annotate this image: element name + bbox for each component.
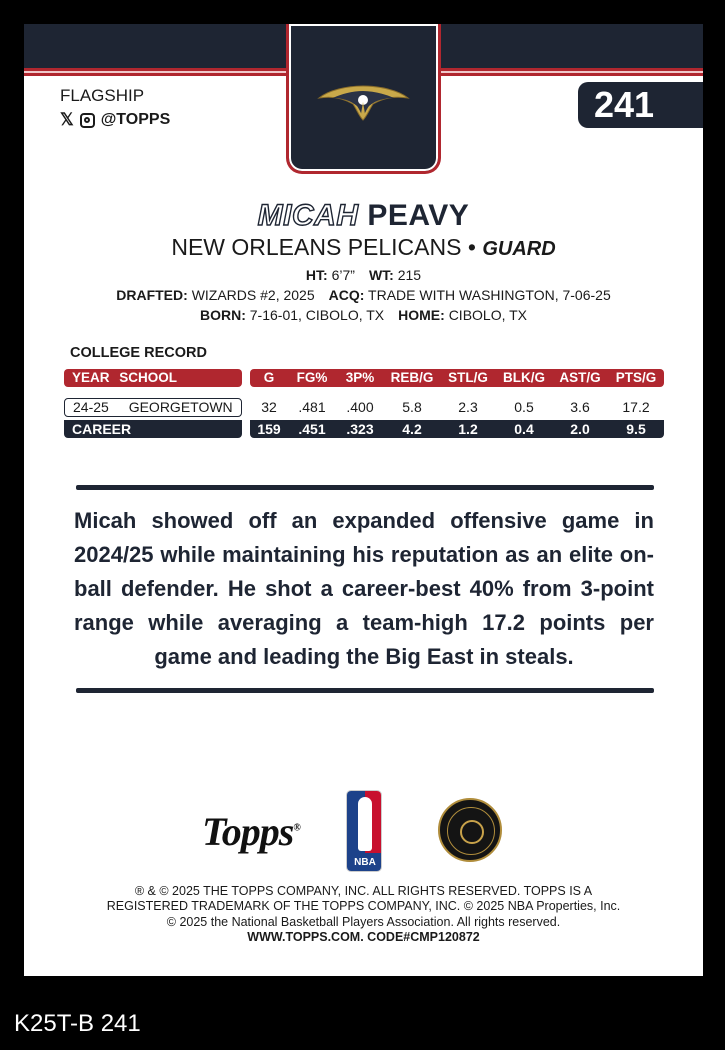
inventory-caption: K25T-B 241	[14, 1010, 141, 1037]
ht-label: HT:	[305, 267, 328, 283]
stat-3p: .400	[346, 399, 374, 415]
x-icon: 𝕏	[60, 110, 74, 129]
stat-g: 32	[261, 399, 277, 415]
nbpa-seal-icon	[438, 798, 502, 862]
career-3p: .323	[346, 421, 374, 437]
born-value: 7-16-01, CIBOLO, TX	[249, 307, 385, 323]
player-last-name: PEAVY	[367, 199, 470, 232]
career-fg: .451	[298, 421, 326, 437]
set-name: FLAGSHIP	[60, 86, 145, 105]
instagram-icon	[80, 113, 95, 128]
career-g: 159	[257, 421, 281, 437]
legal-line-4: WWW.TOPPS.COM. CODE#CMP120872	[247, 930, 480, 944]
stat-ast: 3.6	[570, 399, 590, 415]
ht-value: 6’7”	[331, 267, 355, 283]
college-header-left	[64, 369, 242, 387]
col-ast: AST/G	[559, 370, 601, 385]
card-number: 241	[578, 82, 703, 128]
stat-pts: 17.2	[622, 399, 650, 415]
career-blk: 0.4	[514, 421, 534, 437]
col-3p: 3P%	[345, 370, 375, 385]
career-stl: 1.2	[458, 421, 478, 437]
player-name	[24, 199, 703, 233]
col-reb: REB/G	[390, 370, 434, 385]
divider-bottom	[76, 688, 654, 693]
career-ast: 2.0	[570, 421, 590, 437]
table-row	[64, 398, 242, 417]
nba-logo	[346, 790, 382, 872]
topps-logo-text: Topps	[202, 809, 294, 854]
drafted-value: WIZARDS #2, 2025	[191, 287, 315, 303]
topps-logo: Topps®	[202, 809, 300, 854]
bullet: •	[467, 234, 476, 260]
home-label: HOME:	[398, 307, 445, 323]
college-record-title: COLLEGE RECORD	[70, 345, 207, 361]
stat-blk: 0.5	[514, 399, 534, 415]
col-year: YEAR	[72, 370, 110, 385]
team-line	[24, 234, 703, 261]
drafted-label: DRAFTED:	[116, 287, 188, 303]
info-line-physical	[24, 267, 703, 283]
nba-logo-text: NBA	[347, 853, 382, 872]
col-fg: FG%	[296, 370, 328, 385]
acq-label: ACQ:	[328, 287, 365, 303]
stat-stl: 2.3	[458, 399, 478, 415]
pelican-logo-icon	[317, 82, 410, 122]
acq-value: TRADE WITH WASHINGTON, 7-06-25	[368, 287, 611, 303]
career-stats	[250, 420, 664, 438]
career-pts: 9.5	[626, 421, 646, 437]
col-g: G	[263, 370, 275, 385]
stat-reb: 5.8	[402, 399, 422, 415]
col-school: SCHOOL	[119, 370, 178, 385]
legal-line-1: ® & © 2025 THE TOPPS COMPANY, INC. ALL RIGHTS RESERVED. TOPPS IS A	[134, 884, 593, 898]
player-position: GUARD	[482, 238, 556, 260]
career-reb: 4.2	[402, 421, 422, 437]
team-logo-tab	[286, 24, 441, 174]
col-pts: PTS/G	[615, 370, 657, 385]
info-line-draft	[24, 287, 703, 303]
player-first-name: MICAH	[257, 199, 359, 232]
table-row-stats	[250, 398, 664, 417]
row-school: GEORGETOWN	[128, 399, 233, 415]
row-year: 24-25	[73, 399, 109, 415]
col-stl: STL/G	[448, 370, 488, 385]
wt-label: WT:	[368, 267, 394, 283]
social-row	[60, 110, 170, 130]
divider-top	[76, 485, 654, 490]
legal-line-3: © 2025 the National Basketball Players Association. All rights reserved.	[166, 915, 561, 929]
col-blk: BLK/G	[503, 370, 545, 385]
info-line-born	[24, 307, 703, 323]
home-value: CIBOLO, TX	[448, 307, 528, 323]
social-handle: @TOPPS	[100, 111, 171, 128]
college-header-right	[250, 369, 664, 387]
stat-fg: .481	[298, 399, 326, 415]
born-label: BORN:	[199, 307, 246, 323]
team-name: NEW ORLEANS PELICANS	[171, 234, 462, 260]
player-bio: Micah showed off an expanded offensive game in 2024/25 while maintaining his reputation as an elite on-ball defender. He shot a career-best 40% from 3-point range while averaging a team-high 17.2 points per game and leading the Big East in steals.	[74, 508, 654, 669]
career-label: CAREER	[64, 420, 242, 438]
legal-line-2: REGISTERED TRADEMARK OF THE TOPPS COMPANY, INC. © 2025 NBA Properties, Inc.	[106, 899, 621, 913]
wt-value: 215	[397, 267, 422, 283]
trading-card-back	[24, 24, 703, 976]
